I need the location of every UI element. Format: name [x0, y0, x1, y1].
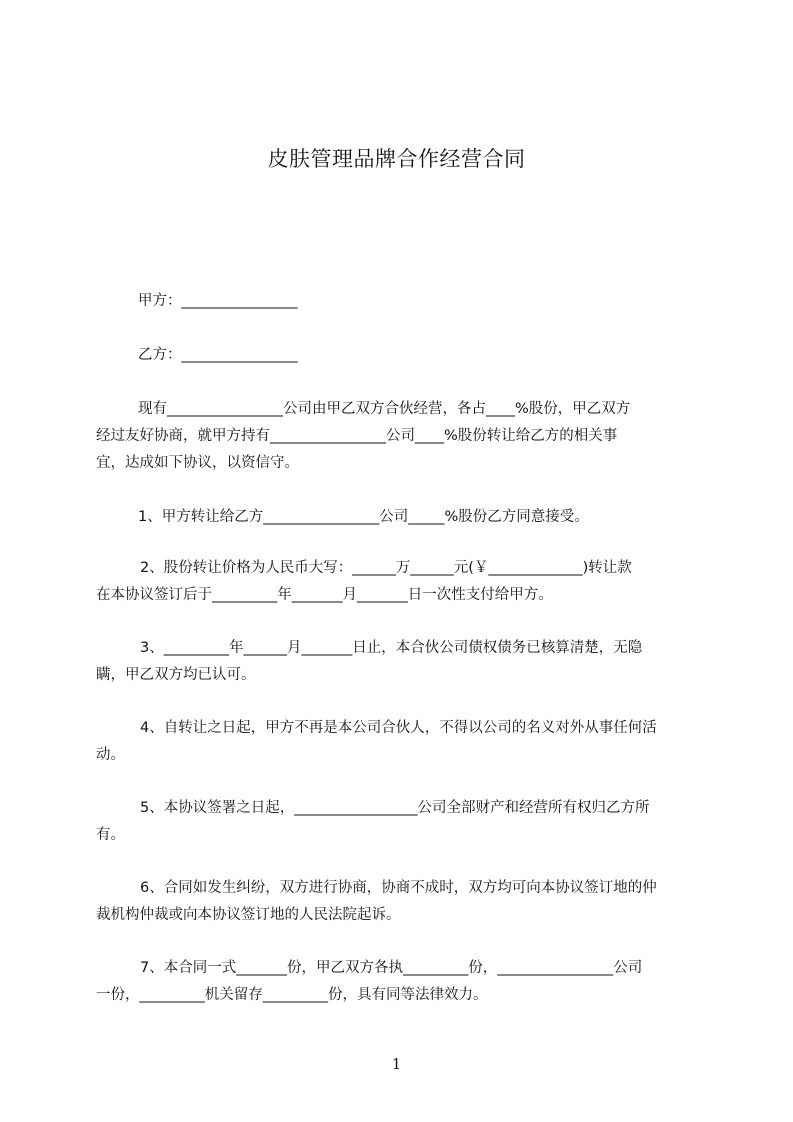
- clause-3-line-1: 3、_________年______月_______日止，本合伙公司债权债务已核算清楚，无隐: [140, 640, 643, 656]
- clause-1-line-1: 1、甲方转让给乙方________________公司_____%股份乙方同意接受。: [138, 509, 589, 525]
- clause-4-line-2: 动。: [96, 747, 125, 763]
- clause-4-line-1: 4、自转让之日起，甲方不再是本公司合伙人，不得以公司的名义对外从事任何活: [140, 720, 657, 736]
- clause-6-line-2: 裁机构仲裁或向本协议签订地的人民法院起诉。: [96, 907, 401, 923]
- clause-3-line-2: 瞒，甲乙双方均已认可。: [96, 667, 256, 683]
- intro-line-2: 经过友好协商，就甲方持有________________公司____%股份转让给乙方的相关事: [96, 428, 618, 444]
- clause-7-line-1: 7、本合同一式_______份，甲乙双方各执_________份，________________公司: [140, 960, 643, 976]
- clause-5-line-2: 有。: [96, 827, 125, 843]
- page-number: 1: [391, 1055, 402, 1073]
- clause-7-line-2: 一份，_________机关留存_________份，具有同等法律效力。: [96, 987, 488, 1003]
- intro-line-3: 宜，达成如下协议，以资信守。: [96, 455, 299, 471]
- clause-2-line-1: 2、股份转让价格为人民币大写：______万______元(￥_____________)转让款: [140, 560, 632, 576]
- document-title: 皮肤管理品牌合作经营合同: [267, 147, 526, 171]
- party-b-line: 乙方：________________: [138, 347, 298, 363]
- party-a-line: 甲方：________________: [138, 293, 298, 309]
- intro-line-1: 现有________________公司由甲乙双方合伙经营，各占____%股份，甲乙双方: [138, 401, 631, 417]
- clause-5-line-1: 5、本协议签署之日起，_________________公司全部财产和经营所有权归乙方所: [140, 800, 650, 816]
- clause-6-line-1: 6、合同如发生纠纷，双方进行协商，协商不成时，双方均可向本协议签订地的仲: [140, 880, 657, 896]
- clause-2-line-2: 在本协议签订后于_________年_______月_______日一次性支付给甲方。: [96, 587, 553, 603]
